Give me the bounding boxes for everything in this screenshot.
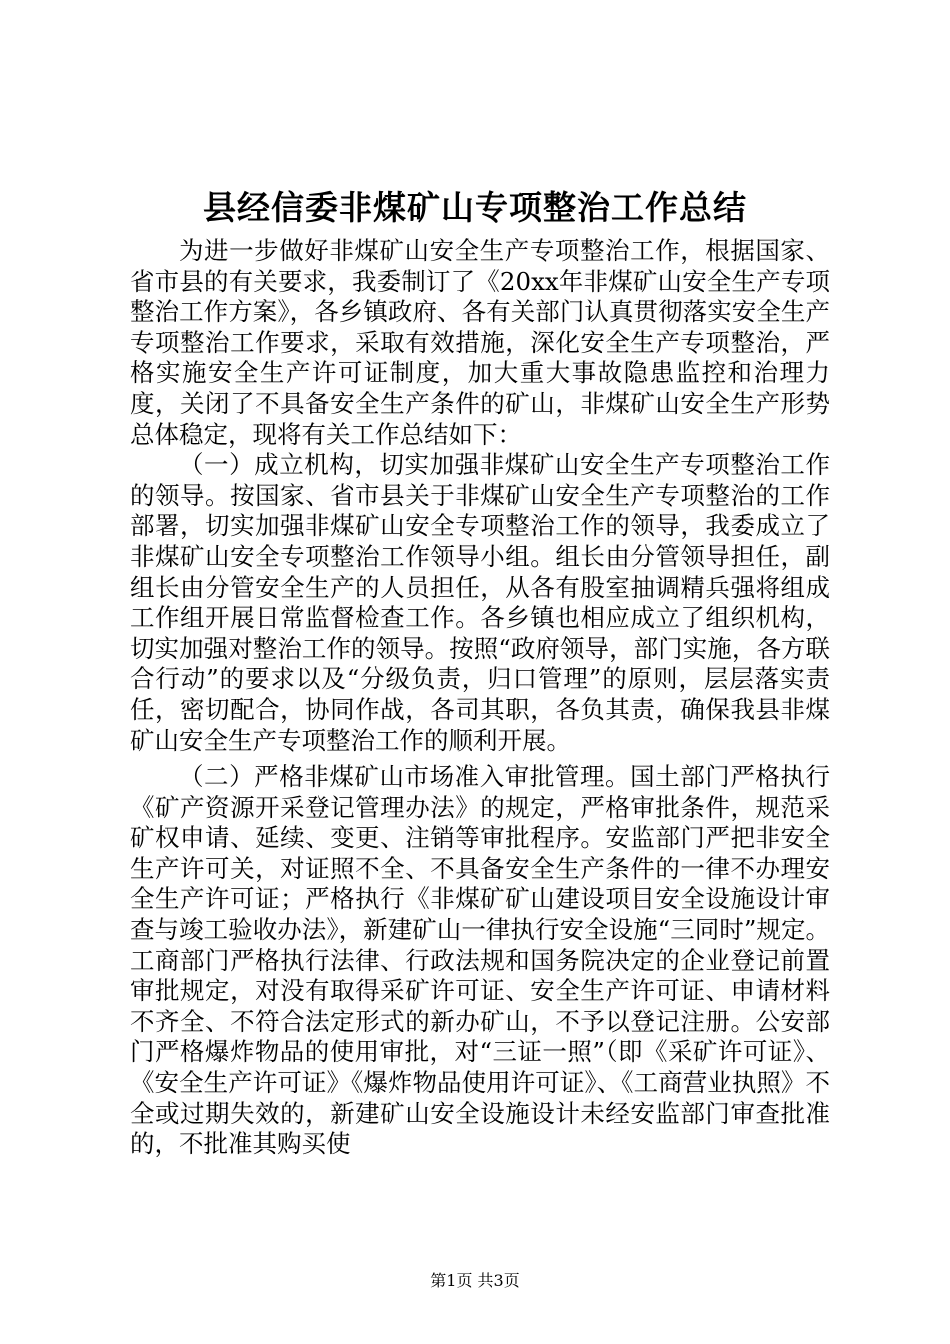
paragraph-intro: 为进一步做好非煤矿山安全生产专项整治工作，根据国家、省市县的有关要求，我委制订了《20xx年非煤矿山安全生产专项整治工作方案》，各乡镇政府、各有关部门认真贯彻落实安全生产专项整治工作要求，采取有效措施，深化安全生产专项整治，严格实施安全生产许可证制度，加大重大事故隐患监控和治理力度，关闭了不具备安全生产条件的矿山，非煤矿山安全生产形势总体稳定，现将有关工作总结如下：: [130, 236, 830, 449]
paragraph-section-2: （二）严格非煤矿山市场准入审批管理。国土部门严格执行《矿产资源开采登记管理办法》的规定，严格审批条件，规范采矿权申请、延续、变更、注销等审批程序。安监部门严把非安全生产许可关，对证照不全、不具备安全生产条件的一律不办理安全生产许可证；严格执行《非煤矿矿山建设项目安全设施设计审查与竣工验收办法》，新建矿山一律执行安全设施“三同时”规定。工商部门严格执行法律、行政法规和国务院决定的企业登记前置审批规定，对没有取得采矿许可证、安全生产许可证、申请材料不齐全、不符合法定形式的新办矿山，不予以登记注册。公安部门严格爆炸物品的使用审批，对“三证一照”（即《采矿许可证》、《安全生产许可证》《爆炸物品使用许可证》、《工商营业执照》不全或过期失效的，新建矿山安全设施设计未经安监部门审查批准的，不批准其购买使: [130, 762, 830, 1159]
document-title: 县经信委非煤矿山专项整治工作总结: [203, 188, 747, 227]
page-number-footer: 第1页 共3页: [430, 1271, 520, 1290]
document-body: [130, 236, 830, 1160]
paragraph-section-1: （一）成立机构，切实加强非煤矿山安全生产专项整治工作的领导。按国家、省市县关于非煤矿山安全生产专项整治的工作部署，切实加强非煤矿山安全专项整治工作的领导，我委成立了非煤矿山安全专项整治工作领导小组。组长由分管领导担任，副组长由分管安全生产的人员担任，从各有股室抽调精兵强将组成工作组开展日常监督检查工作。各乡镇也相应成立了组织机构，切实加强对整治工作的领导。按照“政府领导，部门实施，各方联合行动”的要求以及“分级负责，归口管理”的原则，层层落实责任，密切配合，协同作战，各司其职，各负其责，确保我县非煤矿山安全生产专项整治工作的顺利开展。: [130, 450, 830, 755]
